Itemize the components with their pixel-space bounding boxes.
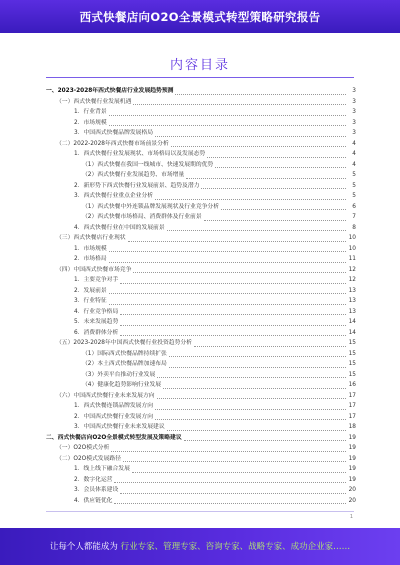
toc-leader-dots	[171, 146, 346, 147]
toc-entry-title: （4）健康化趋势影响行业发展	[82, 382, 162, 388]
toc-entry[interactable]	[46, 202, 356, 213]
toc-leader-dots	[132, 472, 346, 473]
toc-entry-title: 5．未来发展趋势	[74, 319, 119, 325]
toc-entry-page: 3	[352, 88, 356, 94]
toc-leader-dots	[204, 220, 346, 221]
toc-leader-dots	[157, 377, 346, 378]
toc-entry-title: 3．中国西式快餐行业未来发展建议	[74, 424, 165, 430]
toc-entry-page: 4	[352, 151, 356, 157]
toc-entry[interactable]	[46, 464, 356, 475]
toc-entry-page: 15	[348, 340, 356, 346]
toc-entry-page: 14	[348, 319, 356, 325]
toc-entry-title: （二）2022-2028年西式快餐市场前景分析	[56, 140, 169, 147]
toc-entry-page: 15	[348, 361, 356, 367]
toc-entry[interactable]	[46, 317, 356, 328]
toc-entry-title: 一、2023-2028年西式快餐店行业发展趋势预测	[46, 88, 174, 94]
toc-entry[interactable]	[46, 307, 356, 318]
toc-leader-dots	[194, 346, 346, 347]
toc-entry-page: 4	[352, 161, 356, 168]
toc-entry-page: 10	[348, 235, 356, 241]
toc-entry-page: 6	[352, 203, 356, 210]
toc-entry-title: 1．线上线下融合发展	[74, 466, 130, 472]
toc-leader-dots	[169, 356, 346, 357]
toc-entry-page: 19	[348, 476, 356, 483]
toc-entry-title: （1）西式快餐中外连锁品牌发展现状及行业竞争分析	[82, 203, 220, 210]
toc-leader-dots	[167, 230, 346, 231]
toc-leader-dots	[109, 293, 346, 294]
toc-entry-page: 8	[352, 224, 356, 231]
toc-entry-title: 3．会员体系建设	[74, 487, 119, 493]
toc-entry-title: 4．西式快餐行业在中国的发展前景	[74, 224, 165, 231]
toc-entry[interactable]	[46, 475, 356, 486]
toc-entry-title: 2．市场格局	[74, 256, 107, 262]
toc-entry-page: 5	[352, 193, 356, 199]
toc-entry-page: 20	[348, 487, 356, 493]
toc-entry-title: （四）中国西式快餐市场竞争	[56, 266, 132, 273]
toc-entry[interactable]	[46, 254, 356, 265]
toc-leader-dots	[175, 94, 346, 95]
toc-entry-title: 4．行业竞争格局	[74, 308, 119, 315]
toc-entry[interactable]	[46, 97, 356, 108]
toc-leader-dots	[184, 440, 346, 441]
toc-entry-title: （1）西式快餐在我国一线城市、快速发展期的优势	[82, 161, 214, 168]
toc-leader-dots	[133, 272, 346, 273]
toc-entry[interactable]	[46, 149, 356, 160]
toc-leader-dots	[109, 304, 346, 305]
toc-entry[interactable]	[46, 233, 356, 244]
toc-entry-title: （一）O2O模式分析	[56, 445, 110, 451]
toc-entry[interactable]	[46, 139, 356, 150]
toc-entry-title: 2．市场规模	[74, 119, 107, 126]
toc-entry-title: 1．西式快餐行业发展现状、市场格局以及发展态势	[74, 151, 206, 157]
toc-entry-title: 2．发展前景	[74, 287, 107, 294]
toc-entry-page: 7	[352, 214, 356, 220]
toc-entry-title: （二）O2O模式发展路径	[56, 455, 121, 462]
page-number: 1	[349, 514, 353, 520]
report-title: 西式快餐店向O2O全景模式转型策略研究报告	[79, 10, 321, 24]
toc-entry-page: 3	[352, 119, 356, 126]
toc-entry[interactable]	[46, 328, 356, 339]
toc-entry-page: 5	[352, 172, 356, 178]
toc-entry[interactable]	[46, 359, 356, 370]
toc-heading: 内容目录	[169, 58, 230, 73]
toc-entry-page: 15	[348, 371, 356, 378]
toc-leader-dots	[155, 409, 346, 410]
toc-entry[interactable]	[46, 338, 356, 349]
toc-divider-top	[46, 77, 354, 78]
toc-entry-page: 19	[348, 445, 356, 451]
toc-leader-dots	[157, 398, 346, 399]
toc-entry-title: 2．中国西式快餐行业发展方向	[74, 413, 154, 420]
toc-entry-title: 1．市场规模	[74, 245, 107, 252]
toc-entry-title: （三）西式快餐店行业现状	[56, 235, 126, 241]
toc-entry-page: 13	[348, 308, 356, 315]
toc-entry[interactable]	[46, 454, 356, 465]
toc-entry-title: （1）国际西式快餐品牌持续扩张	[82, 350, 167, 357]
toc-entry-title: 3．行业特征	[74, 298, 107, 304]
toc-leader-dots	[120, 314, 346, 315]
toc-entry-title: 3．西式快餐行业重点企业分析	[74, 193, 154, 199]
toc-entry[interactable]	[46, 128, 356, 139]
toc-entry[interactable]	[46, 86, 356, 97]
toc-entry[interactable]	[46, 181, 356, 192]
toc-leader-dots	[109, 125, 346, 126]
footer-lead: 让每个人都能成为	[49, 542, 118, 552]
toc-entry[interactable]	[46, 485, 356, 496]
toc-entry[interactable]	[46, 275, 356, 286]
toc-entry[interactable]	[46, 422, 356, 433]
toc-leader-dots	[207, 157, 346, 158]
toc-entry-title: 4．供应链优化	[74, 497, 113, 504]
toc-leader-dots	[120, 493, 346, 494]
toc-leader-dots	[163, 388, 346, 389]
toc-leader-dots	[155, 419, 346, 420]
toc-leader-dots	[167, 430, 346, 431]
table-of-contents	[46, 86, 356, 506]
toc-leader-dots	[114, 503, 346, 504]
toc-leader-dots	[109, 251, 346, 252]
toc-leader-dots	[123, 461, 346, 462]
toc-entry-page: 4	[352, 140, 356, 147]
toc-entry-title: （六）中国西式快餐行业未来发展方向	[56, 392, 155, 399]
toc-entry-page: 11	[348, 256, 356, 262]
toc-entry-page: 13	[348, 287, 356, 294]
toc-entry-page: 3	[352, 98, 356, 105]
toc-entry-page: 20	[348, 497, 356, 504]
toc-leader-dots	[128, 241, 346, 242]
toc-leader-dots	[114, 482, 346, 483]
toc-entry-page: 19	[348, 455, 356, 462]
toc-entry[interactable]	[46, 433, 356, 444]
toc-entry[interactable]	[46, 107, 356, 118]
toc-leader-dots	[133, 104, 346, 105]
toc-leader-dots	[201, 188, 346, 189]
toc-divider-bottom	[46, 511, 354, 512]
toc-entry-page: 13	[348, 298, 356, 304]
toc-entry-title: 二、西式快餐店向O2O全景模式转型发展及策略建议	[46, 434, 182, 441]
toc-entry-title: （一）西式快餐行业发展机遇	[56, 98, 132, 105]
toc-entry[interactable]	[46, 370, 356, 381]
toc-entry-title: 1．行业背景	[74, 109, 107, 115]
toc-entry-page: 12	[348, 266, 356, 273]
toc-entry-page: 19	[348, 434, 356, 441]
toc-entry-page: 12	[348, 277, 356, 283]
toc-entry-title: 3．中国西式快餐品牌发展格局	[74, 130, 154, 136]
toc-entry-page: 17	[348, 413, 356, 420]
toc-entry[interactable]	[46, 286, 356, 297]
toc-entry-page: 3	[352, 109, 356, 115]
toc-entry-title: 2．新形势下西式快餐行业发展前景、趋势及潜力	[74, 182, 200, 189]
toc-entry-title: 2．数字化运营	[74, 476, 113, 483]
toc-leader-dots	[111, 451, 346, 452]
toc-entry-page: 3	[352, 130, 356, 136]
toc-leader-dots	[186, 178, 346, 179]
toc-leader-dots	[221, 209, 346, 210]
toc-leader-dots	[120, 283, 346, 284]
toc-entry[interactable]	[46, 212, 356, 223]
toc-entry-page: 10	[348, 245, 356, 252]
toc-leader-dots	[155, 136, 346, 137]
toc-entry[interactable]	[46, 160, 356, 171]
toc-entry-page: 18	[348, 424, 356, 430]
toc-entry-title: 1．西式快餐连锁品牌发展方向	[74, 403, 154, 409]
toc-leader-dots	[155, 199, 346, 200]
toc-entry[interactable]	[46, 223, 356, 234]
toc-entry[interactable]	[46, 443, 356, 454]
toc-entry-title: 6．消费群体分析	[74, 329, 119, 336]
toc-entry[interactable]	[46, 412, 356, 423]
toc-entry-page: 16	[348, 382, 356, 388]
toc-entry[interactable]	[46, 191, 356, 202]
toc-entry-title: （2）本土西式快餐品牌加速布局	[82, 361, 167, 367]
toc-entry-title: 1．主要竞争对手	[74, 277, 119, 283]
toc-leader-dots	[215, 167, 346, 168]
footer-roles: 行业专家、管理专家、咨询专家、战略专家、成功企业家……	[120, 542, 351, 552]
toc-leader-dots	[120, 335, 346, 336]
toc-leader-dots	[169, 367, 346, 368]
toc-entry-title: （2）西式快餐市场格局、消费群体及行业前景	[82, 214, 202, 220]
toc-entry-page: 5	[352, 182, 356, 189]
toc-entry-page: 15	[348, 350, 356, 357]
toc-entry-title: （3）外卖平台推动行业发展	[82, 371, 156, 378]
toc-entry[interactable]	[46, 349, 356, 360]
toc-entry[interactable]	[46, 118, 356, 129]
toc-entry[interactable]	[46, 391, 356, 402]
toc-leader-dots	[109, 115, 346, 116]
toc-entry-page: 17	[348, 392, 356, 399]
toc-entry[interactable]	[46, 401, 356, 412]
toc-leader-dots	[120, 325, 346, 326]
toc-leader-dots	[109, 262, 346, 263]
toc-entry-page: 19	[348, 466, 356, 472]
toc-entry-page: 17	[348, 403, 356, 409]
toc-entry[interactable]	[46, 265, 356, 276]
toc-entry-title: （五）2023-2028年中国西式快餐行业投资趋势分析	[56, 340, 192, 346]
toc-entry[interactable]	[46, 244, 356, 255]
footer-slogan	[0, 540, 400, 552]
toc-entry-page: 14	[348, 329, 356, 336]
toc-entry[interactable]	[46, 296, 356, 307]
toc-entry-title: （2）西式快餐行业发展趋势、市场增量	[82, 172, 185, 178]
toc-entry[interactable]	[46, 170, 356, 181]
toc-entry[interactable]	[46, 380, 356, 391]
toc-entry[interactable]	[46, 496, 356, 507]
